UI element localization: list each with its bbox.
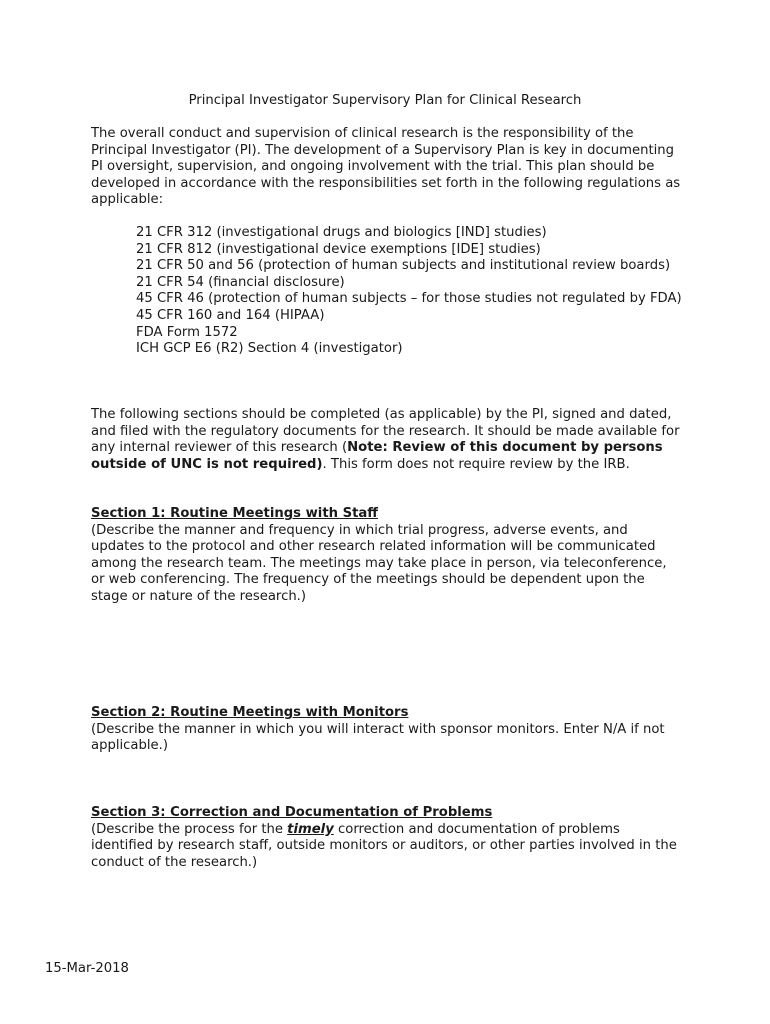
regulation-item: FDA Form 1572 bbox=[136, 324, 238, 340]
regulation-item: 21 CFR 50 and 56 (protection of human subjects and institutional review boards) bbox=[136, 258, 671, 274]
section-3 bbox=[91, 805, 683, 871]
regulations-list bbox=[91, 225, 683, 358]
regulation-item: 21 CFR 54 (financial disclosure) bbox=[136, 274, 345, 290]
regulation-item: ICH GCP E6 (R2) Section 4 (investigator) bbox=[136, 341, 403, 357]
section-2 bbox=[91, 705, 683, 755]
section-1-heading: Section 1: Routine Meetings with Staff bbox=[91, 506, 378, 521]
section-2-description: (Describe the manner in which you will interact with sponsor monitors. Enter N/A if not applicable.) bbox=[91, 721, 665, 754]
timely-emphasis: timely bbox=[287, 821, 334, 837]
section-3-desc-start: (Describe the process for the bbox=[91, 821, 288, 837]
regulation-item: 45 CFR 160 and 164 (HIPAA) bbox=[136, 307, 325, 323]
regulation-item: 45 CFR 46 (protection of human subjects – for those studies not regulated by FDA) bbox=[136, 291, 682, 307]
section-1-description: (Describe the manner and frequency in which trial progress, adverse events, and updates to the protocol and other research related information will be communicated among the research team. The meetings may take place in person, via teleconference, or web conferencing. The frequency of the meetings should be dependent upon the stage or nature of the research.) bbox=[91, 522, 667, 604]
regulation-item: 21 CFR 312 (investigational drugs and biologics [IND] studies) bbox=[136, 225, 547, 240]
section-3-description bbox=[91, 822, 683, 872]
completion-text: The following sections should be completed (as applicable) by the PI, signed and dated, and filed with the regulatory documents for the research. It should be made available for any internal reviewer of this research ( bbox=[91, 407, 680, 456]
completion-instructions bbox=[91, 407, 683, 473]
section-2-heading: Section 2: Routine Meetings with Monitors bbox=[91, 705, 409, 720]
completion-text-end: . This form does not require review by the IRB. bbox=[322, 456, 630, 472]
section-1 bbox=[91, 506, 683, 606]
intro-paragraph: The overall conduct and supervision of clinical research is the responsibility of the Principal Investigator (PI). The development of a Supervisory Plan is key in documenting PI oversight, supervision, and ongoing involvement with the trial. This plan should be developed in accordance with the responsibilities set forth in the following regulations as applicable: bbox=[91, 126, 681, 208]
regulation-item: 21 CFR 812 (investigational device exemptions [IDE] studies) bbox=[136, 241, 541, 257]
section-3-desc-end: correction and documentation of problems identified by research staff, outside monitors or auditors, or other parties involved in the conduct of the research.) bbox=[91, 821, 677, 870]
section-3-heading: Section 3: Correction and Documentation of Problems bbox=[91, 805, 493, 820]
document-title: Principal Investigator Supervisory Plan for Clinical Research bbox=[188, 93, 582, 108]
review-note: Note: Review of this document by persons outside of UNC is not required) bbox=[91, 440, 663, 472]
footer-date: 15-Mar-2018 bbox=[45, 961, 129, 976]
